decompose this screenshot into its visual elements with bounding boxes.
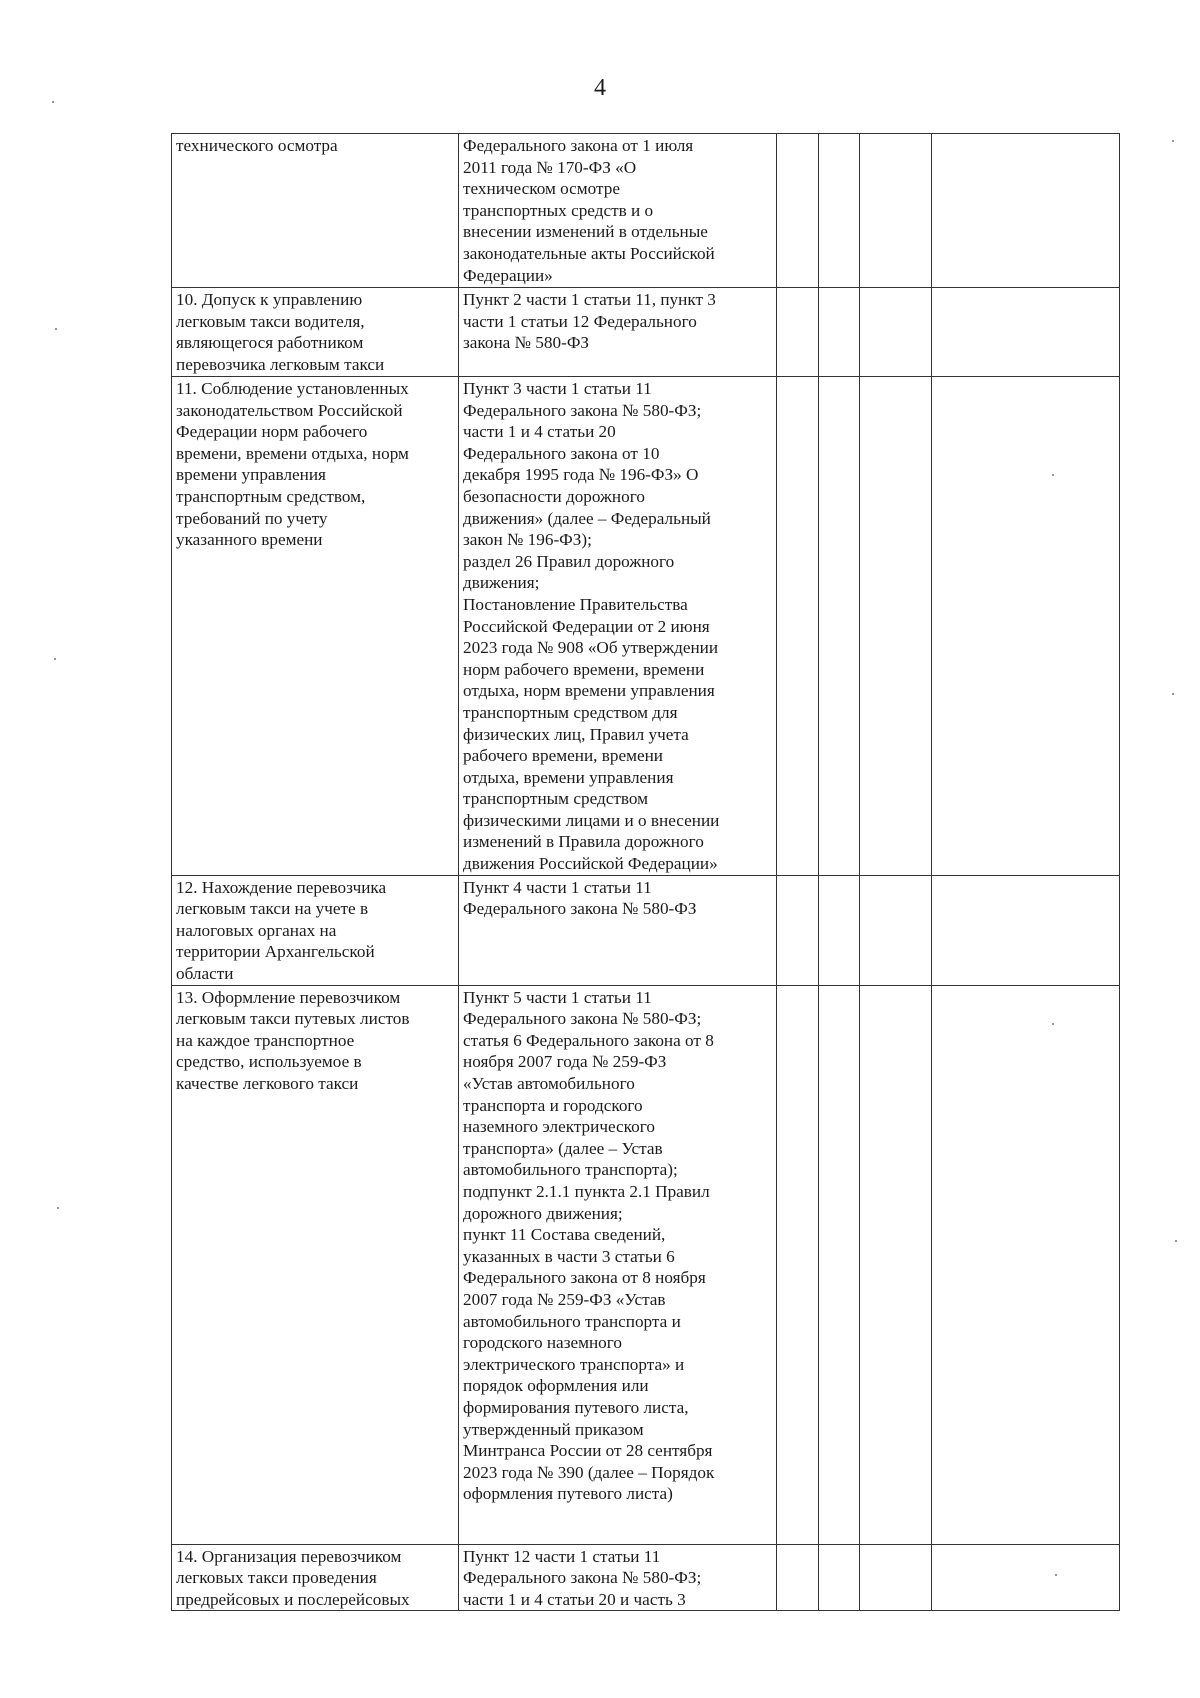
requirement-cell: 14. Организация перевозчиком легковых такси проведения предрейсовых и послерейсовых <box>172 1544 459 1611</box>
note-cell <box>932 1544 1120 1611</box>
requirement-cell: 13. Оформление перевозчиком легковым такси путевых листов на каждое транспортное средство, используемое в качестве легкового такси <box>172 985 459 1544</box>
yes-cell <box>777 985 819 1544</box>
yes-cell <box>777 134 819 288</box>
not-applicable-cell <box>860 875 932 985</box>
yes-cell <box>777 1544 819 1611</box>
note-cell <box>932 134 1120 288</box>
note-cell <box>932 377 1120 876</box>
table-row <box>172 985 1120 1544</box>
yes-cell <box>777 288 819 377</box>
scan-speck <box>57 1207 59 1209</box>
scan-speck <box>1052 1023 1054 1025</box>
not-applicable-cell <box>860 377 932 876</box>
table-row <box>172 134 1120 288</box>
legal-basis-cell: Пункт 5 части 1 статьи 11 Федерального закона № 580-ФЗ; статья 6 Федерального закона от 8 ноября 2007 года № 259-ФЗ «Устав автомобильного транспорта и городского наземного электрического транспорта» (далее – Устав автомобильного транспорта); подпункт 2.1.1 пункта 2.1 Правил дорожного движения; пункт 11 Состава сведений, указанных в части 3 статьи 6 Федерального закона от 8 ноября 2007 года № 259-ФЗ «Устав автомобильного транспорта и городского наземного электрического транспорта» и порядок оформления или формирования путевого листа, утвержденный приказом Минтранса России от 28 сентября 2023 года № 390 (далее – Порядок оформления путевого листа) <box>459 985 777 1544</box>
no-cell <box>819 1544 860 1611</box>
scan-speck <box>55 328 57 330</box>
note-cell <box>932 875 1120 985</box>
no-cell <box>819 377 860 876</box>
note-cell <box>932 985 1120 1544</box>
not-applicable-cell <box>860 288 932 377</box>
scan-speck <box>54 658 56 660</box>
not-applicable-cell <box>860 985 932 1544</box>
legal-basis-cell: Пункт 3 части 1 статьи 11 Федерального закона № 580-ФЗ; части 1 и 4 статьи 20 Федерального закона от 10 декабря 1995 года № 196-ФЗ» О безопасности дорожного движения» (далее – Федеральный закон № 196-ФЗ); раздел 26 Правил дорожного движения; Постановление Правительства Российской Федерации от 2 июня 2023 года № 908 «Об утверждении норм рабочего времени, времени отдыха, норм времени управления транспортным средством для физических лиц, Правил учета рабочего времени, времени отдыха, времени управления транспортным средством физическими лицами и о внесении изменений в Правила дорожного движения Российской Федерации» <box>459 377 777 876</box>
table-row <box>172 377 1120 876</box>
no-cell <box>819 134 860 288</box>
not-applicable-cell <box>860 1544 932 1611</box>
scan-speck <box>1172 693 1174 695</box>
legal-basis-cell: Федерального закона от 1 июля 2011 года № 170-ФЗ «О техническом осмотре транспортных средств и о внесении изменений в отдельные законодательные акты Российской Федерации» <box>459 134 777 288</box>
checklist-table <box>171 133 1120 1611</box>
yes-cell <box>777 875 819 985</box>
requirement-cell: технического осмотра <box>172 134 459 288</box>
requirement-cell: 11. Соблюдение установленных законодательством Российской Федерации норм рабочего времени, времени отдыха, норм времени управления транспортным средством, требований по учету указанного времени <box>172 377 459 876</box>
no-cell <box>819 288 860 377</box>
legal-basis-cell: Пункт 12 части 1 статьи 11 Федерального закона № 580-ФЗ; части 1 и 4 статьи 20 и часть 3 <box>459 1544 777 1611</box>
legal-basis-cell: Пункт 4 части 1 статьи 11 Федерального закона № 580-ФЗ <box>459 875 777 985</box>
legal-basis-cell: Пункт 2 части 1 статьи 11, пункт 3 части 1 статьи 12 Федерального закона № 580-ФЗ <box>459 288 777 377</box>
page-number: 4 <box>594 75 606 101</box>
table-row <box>172 1544 1120 1611</box>
requirement-cell: 10. Допуск к управлению легковым такси водителя, являющегося работником перевозчика легковым такси <box>172 288 459 377</box>
no-cell <box>819 875 860 985</box>
scan-speck <box>1175 1240 1177 1242</box>
requirement-cell: 12. Нахождение перевозчика легковым такси на учете в налоговых органах на территории Архангельской области <box>172 875 459 985</box>
note-cell <box>932 288 1120 377</box>
scan-speck <box>1172 140 1174 142</box>
table-row <box>172 288 1120 377</box>
table-row <box>172 875 1120 985</box>
scan-speck <box>52 101 54 103</box>
yes-cell <box>777 377 819 876</box>
not-applicable-cell <box>860 134 932 288</box>
scan-speck <box>1052 474 1054 476</box>
no-cell <box>819 985 860 1544</box>
scan-speck <box>1055 1574 1057 1576</box>
